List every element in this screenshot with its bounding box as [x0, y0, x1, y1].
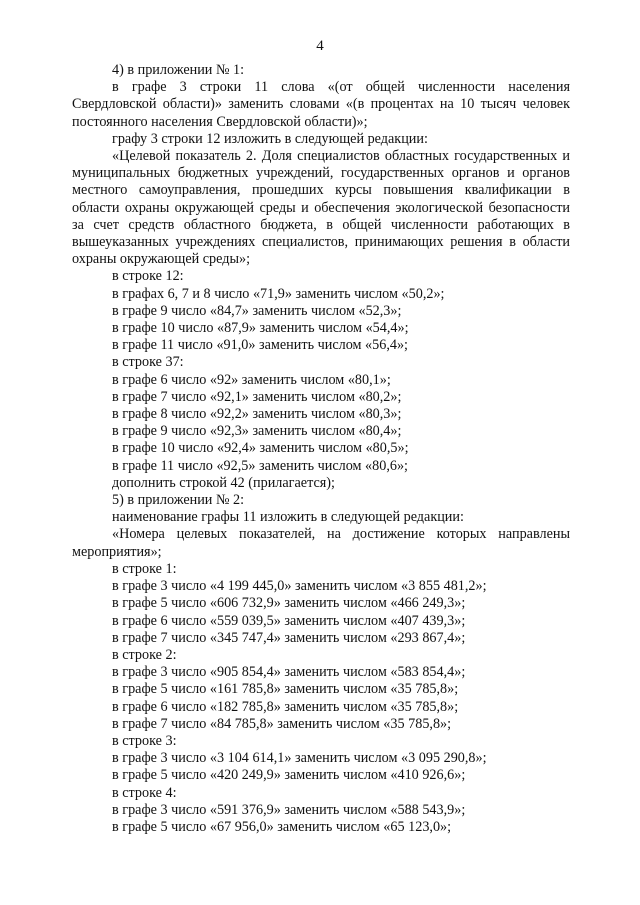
text-line: в графе 7 число «84 785,8» заменить числом «35 785,8»;	[112, 715, 452, 732]
text-line: в графе 5 число «606 732,9» заменить числом «466 249,3»;	[112, 595, 466, 612]
text-line: в строке 12:	[112, 268, 184, 285]
text-line: в графе 10 число «87,9» заменить числом «54,4»;	[112, 320, 409, 337]
text-line: в строке 37:	[112, 354, 184, 371]
page-number: 4	[316, 38, 324, 54]
text-line: графу 3 строки 12 изложить в следующей редакции:	[112, 130, 428, 147]
text-line: в графе 10 число «92,4» заменить числом «80,5»;	[112, 440, 409, 457]
text-line: в графе 6 число «182 785,8» заменить числом «35 785,8»;	[112, 698, 459, 715]
text-line: в графе 3 число «4 199 445,0» заменить числом «3 855 481,2»;	[112, 578, 487, 595]
text-line: в строке 1:	[112, 560, 177, 577]
text-line: в графе 11 число «91,0» заменить числом «56,4»;	[112, 337, 408, 354]
document-body	[72, 62, 570, 836]
paragraph: «Номера целевых показателей, на достижение которых направлены мероприятия»;	[72, 526, 570, 560]
text-line: в графе 7 число «92,1» заменить числом «80,2»;	[112, 388, 402, 405]
paragraph: «Целевой показатель 2. Доля специалистов областных государственных и муниципальных бюджетных учреждений, государственных органов и органов местного самоуправления, прошедших курсы повышения квалификации в области охраны окружающей среды и обеспечения экологической безопасности за счет средств областного бюджета, в общей численности работающих в вышеуказанных учреждениях специалистов, принимающих решения в области охраны окружающей среды»;	[72, 148, 570, 268]
text-line: в графе 7 число «345 747,4» заменить числом «293 867,4»;	[112, 629, 466, 646]
text-line: в графе 6 число «92» заменить числом «80,1»;	[112, 371, 391, 388]
text-line: в графе 5 число «420 249,9» заменить числом «410 926,6»;	[112, 767, 466, 784]
text-line: в графе 9 число «84,7» заменить числом «52,3»;	[112, 302, 402, 319]
text-line: дополнить строкой 42 (прилагается);	[112, 474, 335, 491]
paragraph: в графе 3 строки 11 слова «(от общей численности населения Свердловской области)» заменить словами «(в процентах на 10 тысяч человек постоянного населения Свердловской области)»;	[72, 79, 570, 130]
text-line: в графе 9 число «92,3» заменить числом «80,4»;	[112, 423, 402, 440]
text-line: в графе 5 число «67 956,0» заменить числом «65 123,0»;	[112, 818, 452, 835]
text-line: наименование графы 11 изложить в следующей редакции:	[112, 509, 464, 526]
text-line: в строке 2:	[112, 646, 177, 663]
text-line: 4) в приложении № 1:	[112, 62, 245, 78]
text-line: в графе 6 число «559 039,5» заменить числом «407 439,3»;	[112, 612, 466, 629]
text-line: в графе 3 число «591 376,9» заменить числом «588 543,9»;	[112, 801, 466, 818]
text-line: в графе 11 число «92,5» заменить числом «80,6»;	[112, 457, 408, 474]
text-line: в строке 4:	[112, 784, 177, 801]
text-line: в строке 3:	[112, 732, 177, 749]
text-line: в графе 8 число «92,2» заменить числом «80,3»;	[112, 406, 402, 423]
text-line: в графе 5 число «161 785,8» заменить числом «35 785,8»;	[112, 681, 459, 698]
text-line: в графе 3 число «905 854,4» заменить числом «583 854,4»;	[112, 664, 466, 681]
text-line: в графе 3 число «3 104 614,1» заменить числом «3 095 290,8»;	[112, 750, 487, 767]
text-line: в графах 6, 7 и 8 число «71,9» заменить числом «50,2»;	[112, 285, 445, 302]
text-line: 5) в приложении № 2:	[112, 492, 245, 509]
